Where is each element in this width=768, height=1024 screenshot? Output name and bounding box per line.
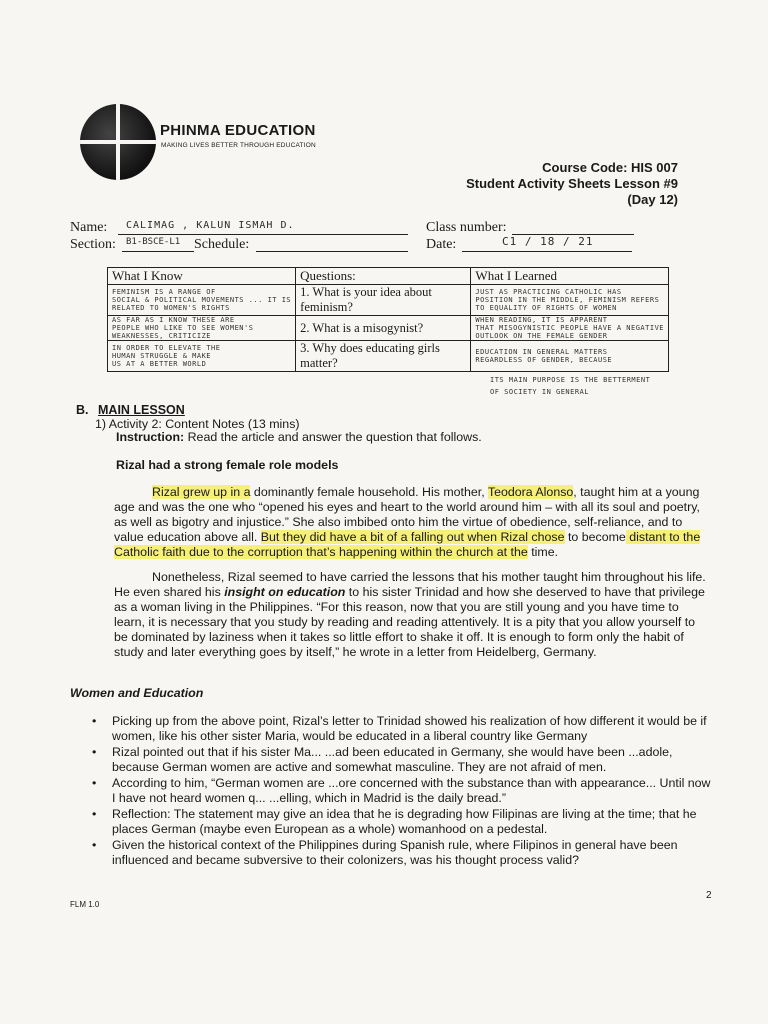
know-cell[interactable] xyxy=(108,316,296,341)
brand-name: PHINMA EDUCATION xyxy=(160,122,316,139)
main-lesson-heading: MAIN LESSON xyxy=(98,403,185,417)
bullet-list xyxy=(90,714,712,869)
learned-line: TO EQUALITY OF RIGHTS OF WOMEN xyxy=(475,304,617,312)
question-cell: 3. Why does educating girls matter? xyxy=(296,341,471,372)
course-code: Course Code: HIS 007 xyxy=(542,160,678,175)
learned-line: OUTLOOK ON THE FEMALE GENDER xyxy=(475,332,608,340)
list-item: • Reflection: The statement may give an idea that he is degrading how Filipinas are living at the time; that he places German (maybe even European as a whole) womanhood on a pedestal. xyxy=(90,807,712,837)
text-span: dominantly female household. His mother, xyxy=(250,485,488,499)
know-line: HUMAN STRUGGLE & MAKE xyxy=(112,352,212,360)
list-item: • According to him, “German women are ...ore concerned with the substance than with appearance... Until now I have not heard women q... ...elling, which in Madrid is the daily bread.” xyxy=(90,776,712,806)
header-what-i-know: What I Know xyxy=(108,268,296,285)
learned-cell[interactable] xyxy=(471,316,669,341)
text-span: to become xyxy=(564,530,626,544)
activity-label: 1) Activity 2: Content Notes (13 mins) xyxy=(95,417,300,431)
article-title: Rizal had a strong female role models xyxy=(116,458,339,472)
learned-line: REGARDLESS OF GENDER, BECAUSE xyxy=(475,356,613,364)
know-cell[interactable] xyxy=(108,341,296,372)
class-number-field[interactable] xyxy=(512,218,634,235)
date-label: Date: xyxy=(426,237,457,252)
know-line: AS FAR AS I KNOW THESE ARE xyxy=(112,316,235,324)
activity-table xyxy=(107,267,669,372)
text-span: time. xyxy=(527,545,559,559)
emphasis: insight on education xyxy=(224,585,346,599)
date-value: C1 / 18 / 21 xyxy=(502,235,594,248)
learned-cell[interactable] xyxy=(471,285,669,316)
instruction-label: Instruction: xyxy=(116,430,185,444)
question-cell: 1. What is your idea about feminism? xyxy=(296,285,471,316)
know-line: SOCIAL & POLITICAL MOVEMENTS ... IT IS xyxy=(112,296,292,304)
know-line: US AT A BETTER WORLD xyxy=(112,360,207,368)
list-item: • Picking up from the above point, Rizal’s letter to Trinidad showed his realization of how different it would be if women, like his other sister Maria, would be educated in a liberal country like Germany xyxy=(90,714,712,744)
know-line: FEMINISM IS A RANGE OF xyxy=(112,288,216,296)
class-number-label: Class number: xyxy=(426,220,507,235)
text-span: to his sister Trinidad and how she deserved to have that privilege as a woman living in the Philippines. “For this reason, now that you are still young and you have time to learn, it is necessary that you study by reading and reading attentively. It is a pity that you allow yourself to be dominated by laziness when it takes so little effort to shake it off. It is enough to form only the habit of study and later everything goes by itself,” he wrote in a letter from Heidelberg, Germany. xyxy=(114,585,705,659)
know-line: PEOPLE WHO LIKE TO SEE WOMEN'S xyxy=(112,324,254,332)
question-cell: 2. What is a misogynist? xyxy=(296,316,471,341)
name-field[interactable] xyxy=(118,218,408,235)
table-row xyxy=(108,316,669,341)
sheet-title: Student Activity Sheets Lesson #9 xyxy=(466,176,678,191)
learned-overflow-line: OF SOCIETY IN GENERAL xyxy=(490,388,590,396)
highlight: But they did have a bit of a falling out when Rizal chose xyxy=(260,530,565,544)
footer-flm: FLM 1.0 xyxy=(70,900,100,909)
list-item: • Rizal pointed out that if his sister Ma... ...ad been educated in Germany, she would have been ...adole, because German women are active and somewhat masculine. They are not afraid of men. xyxy=(90,745,712,775)
schedule-label: Schedule: xyxy=(194,237,250,252)
instruction-text: Read the article and answer the question that follows. xyxy=(184,430,482,444)
text-span: Nonetheless, Rizal seemed to have carried the lessons that his mother taught him throughout his life. He even shared his xyxy=(114,570,706,599)
learned-line: THAT MISOGYNISTIC PEOPLE HAVE A NEGATIVE xyxy=(475,324,664,332)
learned-line: EDUCATION IN GENERAL MATTERS xyxy=(475,348,608,356)
sheet-day: (Day 12) xyxy=(627,192,678,207)
text-span: , taught him at a young age and was the one who “opened his eyes and heart to the world around him – with all its soul and poetry, as well as bigotry and injustice.” She also imbibed onto him the virtue of obedience, self-reliance, and to value education above all. xyxy=(114,485,700,544)
section-field[interactable] xyxy=(122,235,194,252)
header-questions: Questions: xyxy=(296,268,471,285)
article-paragraph-2 xyxy=(114,570,710,660)
know-cell[interactable] xyxy=(108,285,296,316)
phinma-logo-icon xyxy=(80,104,156,180)
women-education-heading: Women and Education xyxy=(70,686,204,700)
table-header-row xyxy=(108,268,669,285)
know-line: IN ORDER TO ELEVATE THE xyxy=(112,344,221,352)
date-field[interactable] xyxy=(462,235,632,252)
section-value: B1-BSCE-L1 xyxy=(126,237,181,247)
name-value: CALIMAG , KALUN ISMAH D. xyxy=(126,220,295,231)
highlight: Rizal grew up in a xyxy=(152,485,251,499)
learned-cell[interactable] xyxy=(471,341,669,372)
learned-line: POSITION IN THE MIDDLE, FEMINISM REFERS xyxy=(475,296,660,304)
page-number: 2 xyxy=(706,890,712,901)
section-letter: B. xyxy=(76,403,89,417)
list-item: • Given the historical context of the Philippines during Spanish rule, where Filipinos in general have been influenced and became subversive to their colonizers, was his thought process valid? xyxy=(90,838,712,868)
table-row xyxy=(108,285,669,316)
schedule-field[interactable] xyxy=(256,235,408,252)
learned-line: WHEN READING, IT IS APPARENT xyxy=(475,316,608,324)
learned-line: JUST AS PRACTICING CATHOLIC HAS xyxy=(475,288,622,296)
header-what-i-learned: What I Learned xyxy=(471,268,669,285)
name-label: Name: xyxy=(70,220,108,235)
article-paragraph-1 xyxy=(114,485,710,560)
instruction xyxy=(116,430,482,444)
brand-tagline: MAKING LIVES BETTER THROUGH EDUCATION xyxy=(161,142,316,149)
learned-overflow-line: ITS MAIN PURPOSE IS THE BETTERMENT xyxy=(490,376,651,384)
know-line: WEAKNESSES, CRITICIZE xyxy=(112,332,212,340)
section-label: Section: xyxy=(70,237,116,252)
table-row xyxy=(108,341,669,372)
highlight: Teodora Alonso xyxy=(487,485,574,499)
highlight: distant to the Catholic faith due to the corruption that’s happening within the church at the xyxy=(114,530,701,559)
know-line: RELATED TO WOMEN'S RIGHTS xyxy=(112,304,230,312)
